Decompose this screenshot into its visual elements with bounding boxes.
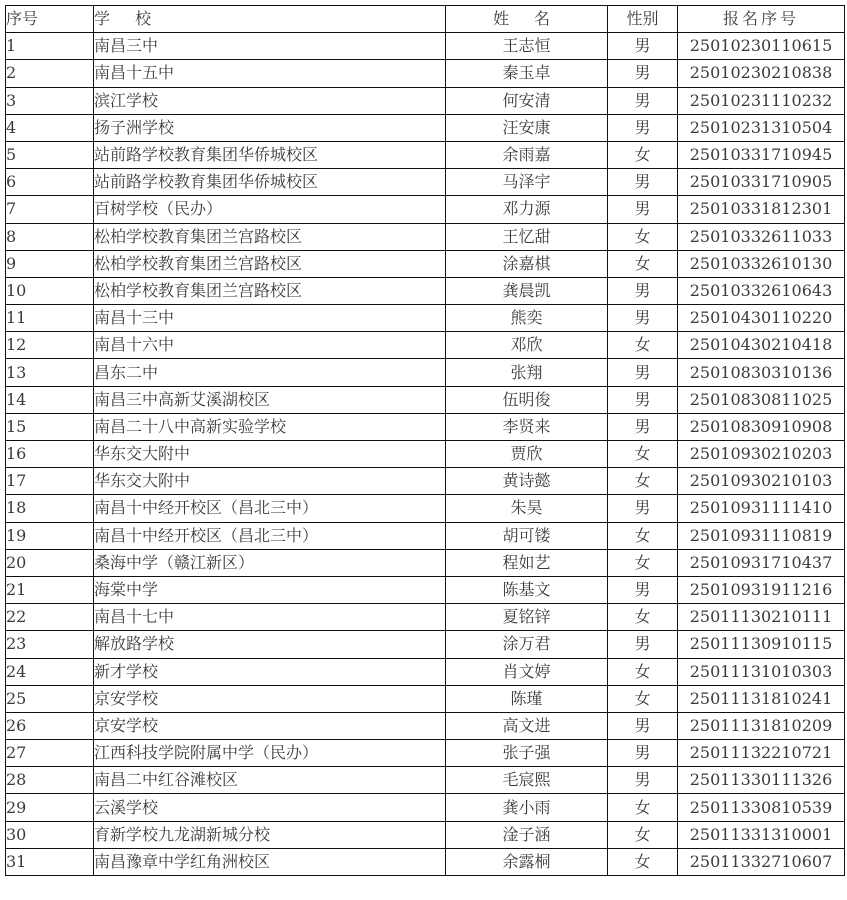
cell-school: 南昌十六中: [94, 332, 446, 359]
cell-name: 张子强: [446, 740, 608, 767]
cell-name: 肖文婷: [446, 658, 608, 685]
cell-gender: 女: [608, 522, 678, 549]
cell-name: 龚小雨: [446, 794, 608, 821]
cell-gender: 男: [608, 359, 678, 386]
cell-name: 余露桐: [446, 848, 608, 875]
cell-gender: 女: [608, 685, 678, 712]
cell-name: 陈基文: [446, 576, 608, 603]
cell-school: 松柏学校教育集团兰宫路校区: [94, 223, 446, 250]
cell-name: 毛宸熙: [446, 767, 608, 794]
student-roster-table: [5, 5, 845, 876]
cell-gender: 男: [608, 60, 678, 87]
table-row: [6, 87, 845, 114]
cell-gender: 女: [608, 468, 678, 495]
cell-index: 6: [6, 169, 94, 196]
cell-gender: 男: [608, 33, 678, 60]
cell-school: 华东交大附中: [94, 441, 446, 468]
cell-school: 站前路学校教育集团华侨城校区: [94, 169, 446, 196]
table-row: [6, 794, 845, 821]
cell-registration-no: 25010931710437: [678, 549, 845, 576]
cell-index: 5: [6, 141, 94, 168]
table-row: [6, 141, 845, 168]
cell-registration-no: 25011131810241: [678, 685, 845, 712]
cell-index: 13: [6, 359, 94, 386]
cell-registration-no: 25011332710607: [678, 848, 845, 875]
cell-school: 站前路学校教育集团华侨城校区: [94, 141, 446, 168]
cell-school: 滨江学校: [94, 87, 446, 114]
cell-school: 解放路学校: [94, 631, 446, 658]
cell-registration-no: 25010931111410: [678, 495, 845, 522]
cell-index: 16: [6, 441, 94, 468]
table-row: [6, 604, 845, 631]
table-row: [6, 359, 845, 386]
cell-index: 12: [6, 332, 94, 359]
header-index: 序号: [6, 6, 94, 33]
cell-registration-no: 25010930210203: [678, 441, 845, 468]
cell-gender: 男: [608, 631, 678, 658]
cell-school: 京安学校: [94, 712, 446, 739]
table-row: [6, 740, 845, 767]
cell-registration-no: 25010830811025: [678, 386, 845, 413]
cell-school: 京安学校: [94, 685, 446, 712]
cell-registration-no: 25010830310136: [678, 359, 845, 386]
table-row: [6, 33, 845, 60]
cell-school: 海棠中学: [94, 576, 446, 603]
cell-school: 新才学校: [94, 658, 446, 685]
cell-registration-no: 25011131010303: [678, 658, 845, 685]
table-row: [6, 413, 845, 440]
cell-gender: 男: [608, 740, 678, 767]
cell-name: 淦子涵: [446, 821, 608, 848]
cell-index: 19: [6, 522, 94, 549]
cell-index: 14: [6, 386, 94, 413]
cell-index: 15: [6, 413, 94, 440]
cell-gender: 男: [608, 114, 678, 141]
cell-gender: 男: [608, 196, 678, 223]
cell-school: 松柏学校教育集团兰宫路校区: [94, 277, 446, 304]
cell-registration-no: 25011132210721: [678, 740, 845, 767]
cell-name: 王志恒: [446, 33, 608, 60]
cell-name: 王忆甜: [446, 223, 608, 250]
cell-gender: 女: [608, 604, 678, 631]
cell-school: 松柏学校教育集团兰宫路校区: [94, 250, 446, 277]
cell-index: 8: [6, 223, 94, 250]
table-row: [6, 848, 845, 875]
cell-index: 21: [6, 576, 94, 603]
cell-gender: 女: [608, 848, 678, 875]
table-row: [6, 386, 845, 413]
cell-name: 伍明俊: [446, 386, 608, 413]
table-row: [6, 712, 845, 739]
table-row: [6, 468, 845, 495]
cell-index: 29: [6, 794, 94, 821]
cell-index: 17: [6, 468, 94, 495]
cell-gender: 女: [608, 141, 678, 168]
cell-school: 南昌三中: [94, 33, 446, 60]
cell-name: 汪安康: [446, 114, 608, 141]
table-row: [6, 196, 845, 223]
cell-index: 18: [6, 495, 94, 522]
cell-index: 3: [6, 87, 94, 114]
cell-registration-no: 25011130910115: [678, 631, 845, 658]
cell-school: 南昌十五中: [94, 60, 446, 87]
cell-registration-no: 25010331710945: [678, 141, 845, 168]
cell-index: 2: [6, 60, 94, 87]
cell-index: 31: [6, 848, 94, 875]
table-row: [6, 549, 845, 576]
table-row: [6, 767, 845, 794]
cell-school: 南昌二十八中高新实验学校: [94, 413, 446, 440]
cell-index: 25: [6, 685, 94, 712]
table-row: [6, 495, 845, 522]
cell-registration-no: 25010231310504: [678, 114, 845, 141]
cell-gender: 男: [608, 413, 678, 440]
cell-school: 华东交大附中: [94, 468, 446, 495]
header-row: [6, 6, 845, 33]
cell-registration-no: 25011130210111: [678, 604, 845, 631]
cell-gender: 女: [608, 223, 678, 250]
cell-registration-no: 25011131810209: [678, 712, 845, 739]
cell-school: 南昌十中经开校区（昌北三中）: [94, 522, 446, 549]
cell-name: 高文进: [446, 712, 608, 739]
cell-gender: 女: [608, 250, 678, 277]
cell-index: 10: [6, 277, 94, 304]
cell-index: 23: [6, 631, 94, 658]
cell-index: 1: [6, 33, 94, 60]
cell-registration-no: 25010332610643: [678, 277, 845, 304]
cell-school: 扬子洲学校: [94, 114, 446, 141]
cell-index: 9: [6, 250, 94, 277]
cell-name: 胡可镂: [446, 522, 608, 549]
cell-registration-no: 25011330810539: [678, 794, 845, 821]
cell-school: 江西科技学院附属中学（民办）: [94, 740, 446, 767]
header-name: 姓 名: [446, 6, 608, 33]
cell-name: 马泽宇: [446, 169, 608, 196]
header-school: 学 校: [94, 6, 446, 33]
table-row: [6, 658, 845, 685]
cell-school: 南昌十三中: [94, 305, 446, 332]
table-row: [6, 60, 845, 87]
cell-registration-no: 25010930210103: [678, 468, 845, 495]
cell-registration-no: 25010331812301: [678, 196, 845, 223]
table-row: [6, 441, 845, 468]
table-row: [6, 250, 845, 277]
cell-school: 南昌三中高新艾溪湖校区: [94, 386, 446, 413]
cell-name: 陈瑾: [446, 685, 608, 712]
cell-registration-no: 25010231110232: [678, 87, 845, 114]
cell-gender: 男: [608, 305, 678, 332]
cell-school: 云溪学校: [94, 794, 446, 821]
cell-gender: 女: [608, 549, 678, 576]
cell-school: 育新学校九龙湖新城分校: [94, 821, 446, 848]
cell-index: 28: [6, 767, 94, 794]
cell-name: 张翔: [446, 359, 608, 386]
cell-school: 南昌十七中: [94, 604, 446, 631]
cell-school: 昌东二中: [94, 359, 446, 386]
table-row: [6, 114, 845, 141]
table-row: [6, 169, 845, 196]
cell-name: 涂嘉棋: [446, 250, 608, 277]
cell-name: 邓欣: [446, 332, 608, 359]
cell-gender: 男: [608, 712, 678, 739]
cell-registration-no: 25010332610130: [678, 250, 845, 277]
cell-name: 秦玉卓: [446, 60, 608, 87]
cell-gender: 男: [608, 576, 678, 603]
table-row: [6, 576, 845, 603]
cell-registration-no: 25010230110615: [678, 33, 845, 60]
cell-school: 南昌二中红谷滩校区: [94, 767, 446, 794]
cell-gender: 男: [608, 495, 678, 522]
cell-school: 南昌豫章中学红角洲校区: [94, 848, 446, 875]
cell-registration-no: 25010931110819: [678, 522, 845, 549]
cell-school: 南昌十中经开校区（昌北三中）: [94, 495, 446, 522]
cell-gender: 女: [608, 332, 678, 359]
cell-registration-no: 25010830910908: [678, 413, 845, 440]
table-row: [6, 522, 845, 549]
cell-gender: 女: [608, 441, 678, 468]
cell-gender: 男: [608, 169, 678, 196]
cell-index: 7: [6, 196, 94, 223]
cell-school: 百树学校（民办）: [94, 196, 446, 223]
cell-name: 夏铭锌: [446, 604, 608, 631]
cell-registration-no: 25010430110220: [678, 305, 845, 332]
cell-name: 贾欣: [446, 441, 608, 468]
table-row: [6, 685, 845, 712]
cell-registration-no: 25010332611033: [678, 223, 845, 250]
cell-gender: 女: [608, 794, 678, 821]
cell-gender: 男: [608, 87, 678, 114]
cell-registration-no: 25011330111326: [678, 767, 845, 794]
cell-registration-no: 25010331710905: [678, 169, 845, 196]
cell-name: 李贤来: [446, 413, 608, 440]
cell-gender: 女: [608, 821, 678, 848]
table-row: [6, 332, 845, 359]
cell-registration-no: 25010931911216: [678, 576, 845, 603]
cell-name: 熊奕: [446, 305, 608, 332]
table-row: [6, 631, 845, 658]
cell-index: 4: [6, 114, 94, 141]
cell-gender: 男: [608, 386, 678, 413]
cell-index: 22: [6, 604, 94, 631]
cell-school: 桑海中学（赣江新区）: [94, 549, 446, 576]
cell-name: 龚晨凯: [446, 277, 608, 304]
table-body: [6, 33, 845, 876]
cell-index: 20: [6, 549, 94, 576]
cell-gender: 男: [608, 277, 678, 304]
cell-index: 24: [6, 658, 94, 685]
cell-index: 26: [6, 712, 94, 739]
cell-registration-no: 25010430210418: [678, 332, 845, 359]
header-registration-no: 报名序号: [678, 6, 845, 33]
cell-index: 27: [6, 740, 94, 767]
cell-name: 朱昊: [446, 495, 608, 522]
cell-gender: 女: [608, 658, 678, 685]
cell-registration-no: 25010230210838: [678, 60, 845, 87]
table-row: [6, 305, 845, 332]
cell-name: 何安清: [446, 87, 608, 114]
table-row: [6, 821, 845, 848]
header-gender: 性别: [608, 6, 678, 33]
table-row: [6, 223, 845, 250]
cell-name: 邓力源: [446, 196, 608, 223]
cell-name: 余雨嘉: [446, 141, 608, 168]
table-row: [6, 277, 845, 304]
cell-name: 黄诗懿: [446, 468, 608, 495]
cell-index: 30: [6, 821, 94, 848]
cell-registration-no: 25011331310001: [678, 821, 845, 848]
cell-name: 涂万君: [446, 631, 608, 658]
cell-name: 程如艺: [446, 549, 608, 576]
cell-gender: 男: [608, 767, 678, 794]
cell-index: 11: [6, 305, 94, 332]
